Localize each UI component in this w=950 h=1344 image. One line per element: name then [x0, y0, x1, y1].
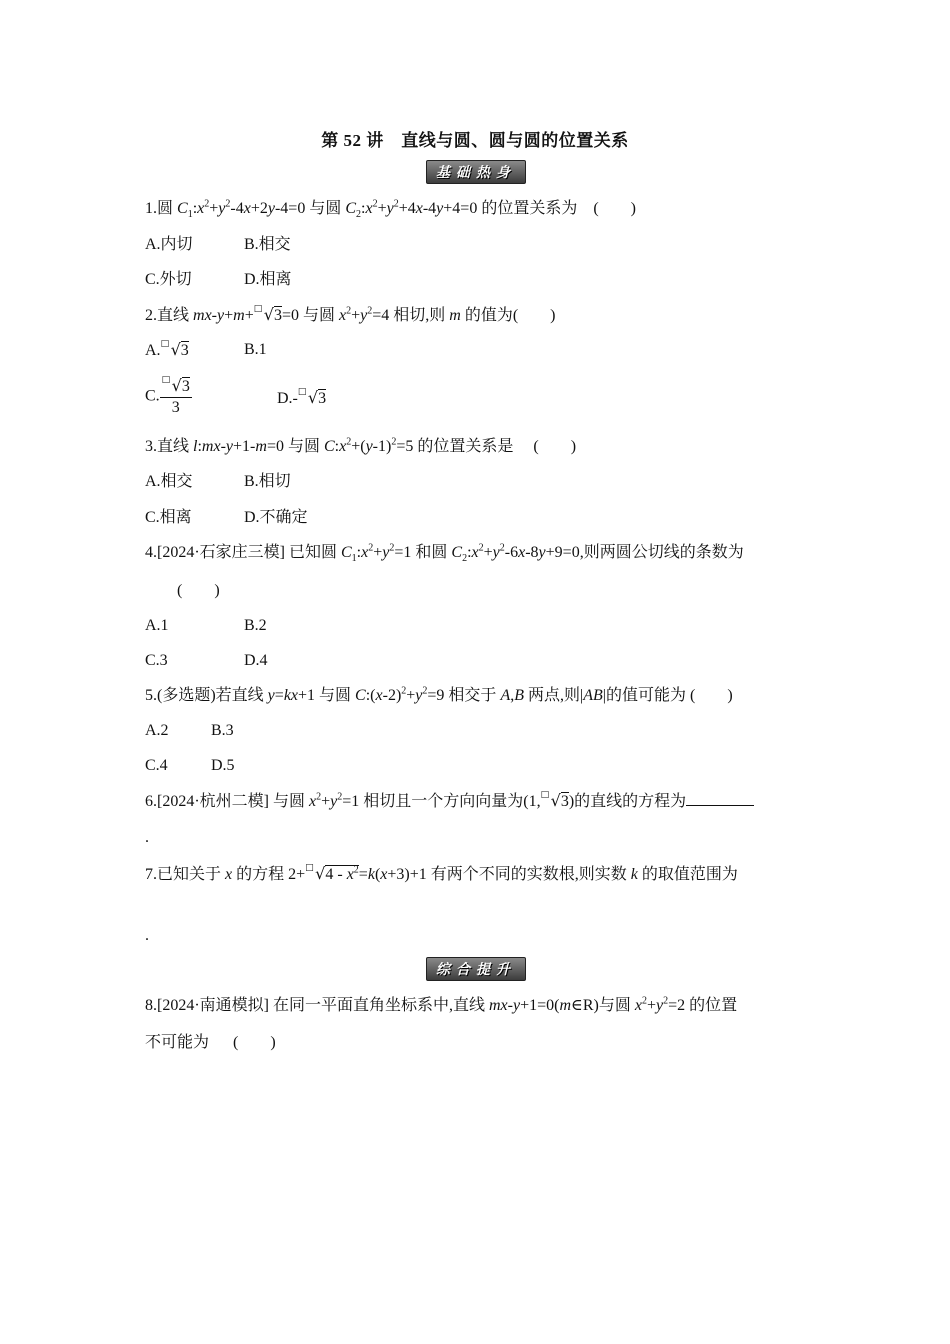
- q5-option-b: B.3: [211, 722, 234, 739]
- q2-option-a: A. □ √3: [145, 339, 189, 359]
- q1-option-c: C.外切: [145, 271, 192, 288]
- q4-answer-paren: ( ): [177, 582, 220, 599]
- q7-period: .: [145, 927, 149, 944]
- q4-option-c: C.3: [145, 652, 168, 669]
- q3-option-b: B.相切: [244, 473, 291, 490]
- q5-option-a: A.2: [145, 722, 169, 739]
- question-4: 4.[2024·石家庄三模] 已知圆 $C_1:x^2+y^2=1$ 和圆 $C_2:x^2+y^2-6x-8y+9=0$,则两圆公切线的条数为: [145, 542, 744, 565]
- section-label: 基础热身: [436, 165, 516, 181]
- q1-option-a: A.内切: [145, 236, 193, 253]
- section-badge-warmup: [426, 160, 526, 184]
- question-5: 5.(多选题)若直线 y=kx+1 与圆 $C:(x-2)^2+y^2=9$ 相交于 A,B 两点,则|AB|的值可能为 ( ): [145, 685, 733, 704]
- q2-option-d: D.- □ √3: [277, 387, 327, 407]
- page-title: 第 52 讲 直线与圆、圆与圆的位置关系: [321, 131, 629, 150]
- q5-option-d: D.5: [211, 757, 235, 774]
- question-6: 6.[2024·杭州二模] 与圆 $x^2+y^2=1$ 相切且一个方向向量为(1, □ √3)的直线的方程为: [145, 791, 754, 812]
- q1-option-d: D.相离: [244, 271, 292, 288]
- question-2: 2.直线 mx-y+m+ □ √3=0 与圆 $x^2+y^2=4$ 相切,则 m 的值为( ): [145, 304, 556, 324]
- q3-option-d: D.不确定: [244, 509, 308, 526]
- section-label: 综合提升: [436, 962, 516, 978]
- question-8: 8.[2024·南通模拟] 在同一平面直角坐标系中,直线 mx-y+1=0(m∈R)与圆 $x^2+y^2=2$ 的位置: [145, 995, 738, 1014]
- q2-option-b: B.1: [244, 341, 267, 358]
- q2-option-c: C. □ √3 3: [145, 375, 190, 416]
- q3-option-a: A.相交: [145, 473, 193, 490]
- question-1: 1.圆 $C_1:x^2+y^2-4x+2y-4=0$ 与圆 $C_2:x^2+y^2+4x-4y+4=0$ 的位置关系为 ( ): [145, 198, 637, 221]
- q5-option-c: C.4: [145, 757, 168, 774]
- question-3: 3.直线 l:mx-y+1-m=0 与圆 $C:x^2+(y-1)^2=5$ 的位置关系是 ( ): [145, 436, 577, 455]
- q4-option-b: B.2: [244, 617, 267, 634]
- q4-option-d: D.4: [244, 652, 268, 669]
- question-7: 7.已知关于 x 的方程 2+ □ $√4 - x^2=k(x+3)+1$ 有两个不同的实数根,则实数 k 的取值范围为: [145, 863, 738, 883]
- q6-period: .: [145, 829, 149, 846]
- section-badge-advanced: [426, 957, 526, 981]
- q3-option-c: C.相离: [145, 509, 192, 526]
- q1-option-b: B.相交: [244, 236, 291, 253]
- q8-line-2: 不可能为 ( ): [145, 1034, 276, 1051]
- q4-option-a: A.1: [145, 617, 169, 634]
- answer-blank[interactable]: [686, 791, 754, 806]
